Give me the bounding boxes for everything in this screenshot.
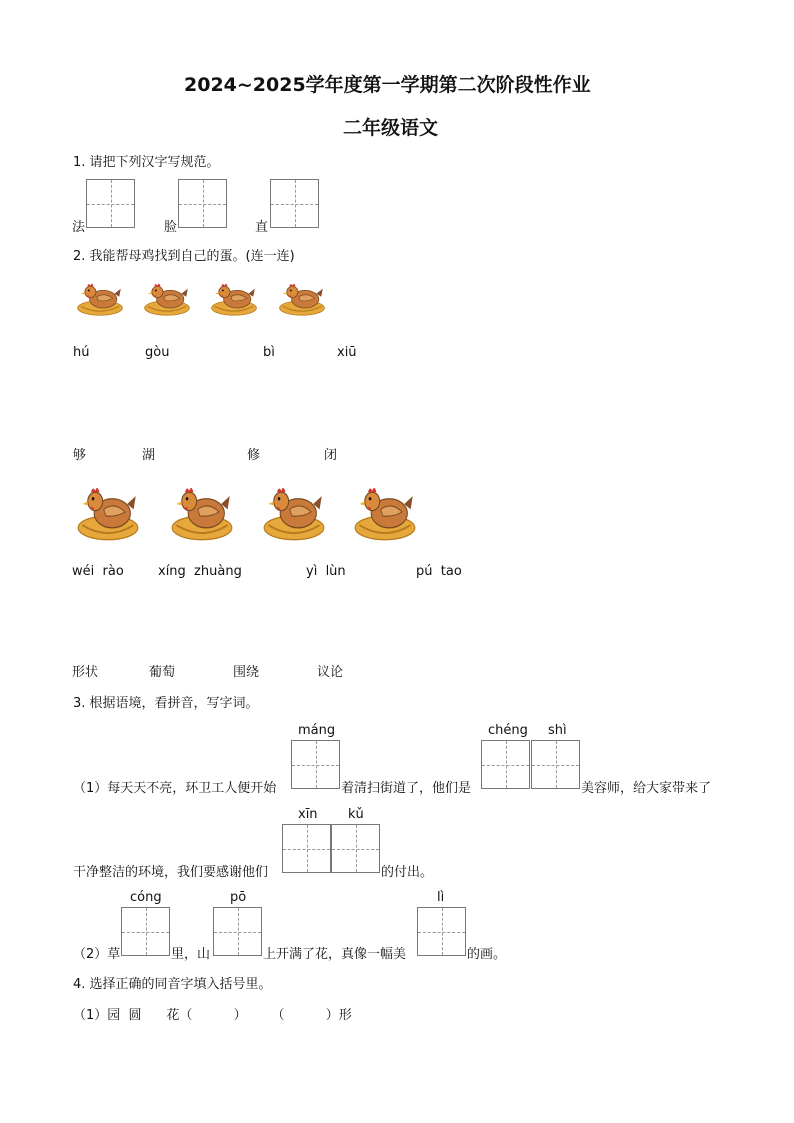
- hen-icon: [262, 475, 326, 541]
- q2-row2-word-1: 形状: [72, 665, 99, 680]
- q3-p1-box-xin[interactable]: [282, 824, 331, 873]
- q3-p2-box-cong[interactable]: [121, 907, 170, 956]
- q1-writing-box-1[interactable]: [86, 179, 135, 228]
- q3-p2-box-li[interactable]: [417, 907, 466, 956]
- q3-p1-pinyin-mang: máng: [298, 723, 336, 738]
- q2-row1-word-4: 闭: [324, 448, 338, 463]
- q3-p1-text-e: 的付出。: [381, 865, 434, 880]
- q2-row1-word-1: 够: [73, 448, 87, 463]
- q3-p1-text-a: （1）每天天不亮，环卫工人便开始: [73, 781, 277, 796]
- page-title: 2024~2025学年度第一学期第二次阶段性作业: [184, 74, 591, 96]
- q3-p1-box-ku[interactable]: [331, 824, 380, 873]
- q2-row2-pinyin-4: pú tao: [416, 564, 462, 579]
- q3-p1-text-b: 着清扫街道了，他们是: [341, 781, 472, 796]
- q3-p2-pinyin-cong: cóng: [130, 890, 162, 905]
- q2-row1-pinyin-2: gòu: [145, 345, 170, 360]
- q2-row2-word-2: 葡萄: [149, 665, 176, 680]
- q2-row2-pinyin-3: yì lùn: [306, 564, 346, 579]
- q3-p1-box-mang[interactable]: [291, 740, 340, 789]
- q3-p2-pinyin-li: lì: [437, 890, 445, 905]
- page-subtitle: 二年级语文: [343, 117, 439, 139]
- q1-prompt: 1. 请把下列汉字写规范。: [73, 155, 220, 170]
- hen-icon: [76, 276, 124, 316]
- q3-p2-text-d: 的画。: [467, 947, 507, 962]
- q3-p2-text-c: 上开满了花，真像一幅美: [263, 947, 407, 962]
- q3-p2-box-po[interactable]: [213, 907, 262, 956]
- hen-icon: [143, 276, 191, 316]
- hen-icon: [76, 475, 140, 541]
- hen-icon: [210, 276, 258, 316]
- q2-prompt: 2. 我能帮母鸡找到自己的蛋。(连一连): [73, 249, 295, 264]
- q1-char-2: 脸: [164, 220, 178, 235]
- q1-writing-box-3[interactable]: [270, 179, 319, 228]
- q2-row1-word-3: 修: [247, 448, 261, 463]
- q2-row2-pinyin-2: xíng zhuàng: [158, 564, 242, 579]
- q1-char-3: 直: [255, 220, 269, 235]
- q3-p2-text-b: 里，山: [171, 947, 211, 962]
- q2-row1-pinyin-3: bì: [263, 345, 275, 360]
- q3-p1-box-shi[interactable]: [531, 740, 580, 789]
- hen-icon: [353, 475, 417, 541]
- q3-prompt: 3. 根据语境，看拼音，写字词。: [73, 696, 259, 711]
- q2-row2-word-3: 围绕: [233, 665, 260, 680]
- hen-icon: [278, 276, 326, 316]
- q2-row1-pinyin-4: xiū: [337, 345, 357, 360]
- q3-p1-pinyin-xin: xīn: [298, 807, 318, 822]
- q3-p1-text-d: 干净整洁的环境，我们要感谢他们: [73, 865, 269, 880]
- q3-p1-box-cheng[interactable]: [481, 740, 530, 789]
- q1-char-1: 法: [72, 220, 86, 235]
- q4-line-1: （1）园 圆 花（ ） （ ）形: [73, 1008, 352, 1023]
- q2-row1-word-2: 湖: [142, 448, 156, 463]
- q3-p1-pinyin-shi: shì: [548, 723, 567, 738]
- q3-p1-pinyin-ku: kǔ: [348, 807, 364, 822]
- q2-row1-pinyin-1: hú: [73, 345, 90, 360]
- q2-row2-word-4: 议论: [317, 665, 344, 680]
- q3-p2-text-a: （2）草: [73, 947, 121, 962]
- q1-writing-box-2[interactable]: [178, 179, 227, 228]
- hen-icon: [170, 475, 234, 541]
- q2-row2-pinyin-1: wéi rào: [72, 564, 124, 579]
- q4-prompt: 4. 选择正确的同音字填入括号里。: [73, 977, 272, 992]
- q3-p2-pinyin-po: pō: [230, 890, 247, 905]
- q3-p1-pinyin-cheng: chéng: [488, 723, 528, 738]
- q3-p1-text-c: 美容师，给大家带来了: [581, 781, 712, 796]
